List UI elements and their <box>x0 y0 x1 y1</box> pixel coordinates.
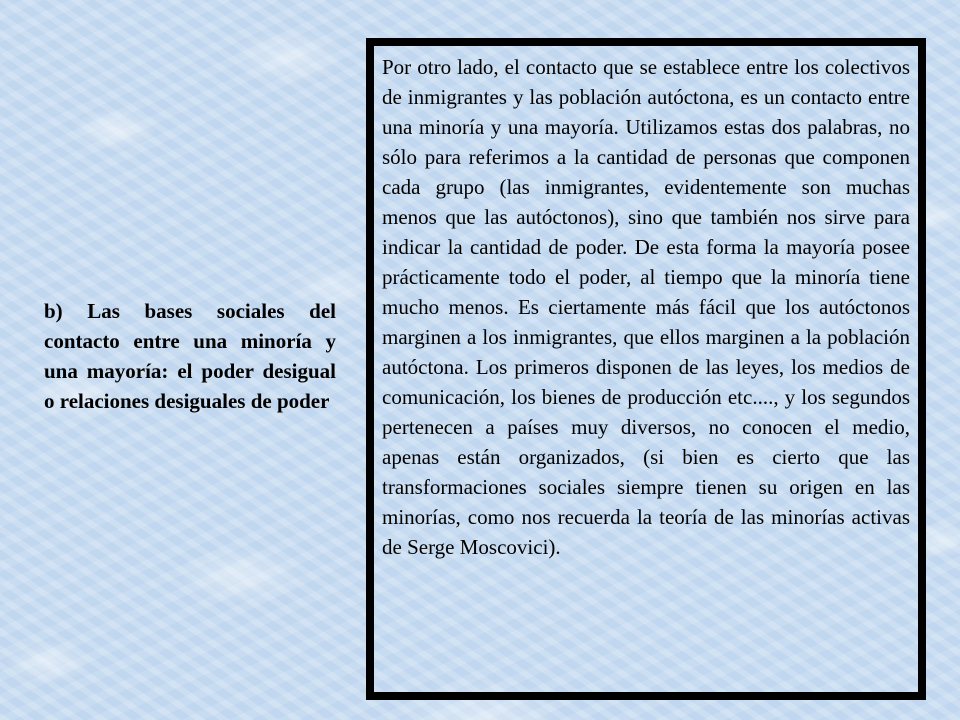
bordered-text-box <box>366 38 926 700</box>
section-heading: b) Las bases sociales del contacto entre una minoría y una mayoría: el poder desigual o relaciones desiguales de poder <box>44 299 336 413</box>
body-paragraph: Por otro lado, el contacto que se establece entre los colectivos de inmigrantes y las población autóctona, es un contacto entre una minoría y una mayoría. Utilizamos estas dos palabras, no sólo para referimos a la cantidad de personas que componen cada grupo (las inmigrantes, evidentemente son muchas menos que las autóctonos), sino que también nos sirve para indicar la cantidad de poder. De esta forma la mayoría posee prácticamente todo el poder, al tiempo que la minoría tiene mucho menos. Es ciertamente más fácil que los autóctonos marginen a los inmigrantes, que ellos marginen a la población autóctona. Los primeros disponen de las leyes, los medios de comunicación, los bienes de producción etc...., y los segundos pertenecen a países muy diversos, no conocen el medio, apenas están organizados, (si bien es cierto que las transformaciones sociales siempre tienen su origen en las minorías, como nos recuerda la teoría de las minorías activas de Serge Moscovici). <box>382 55 910 559</box>
